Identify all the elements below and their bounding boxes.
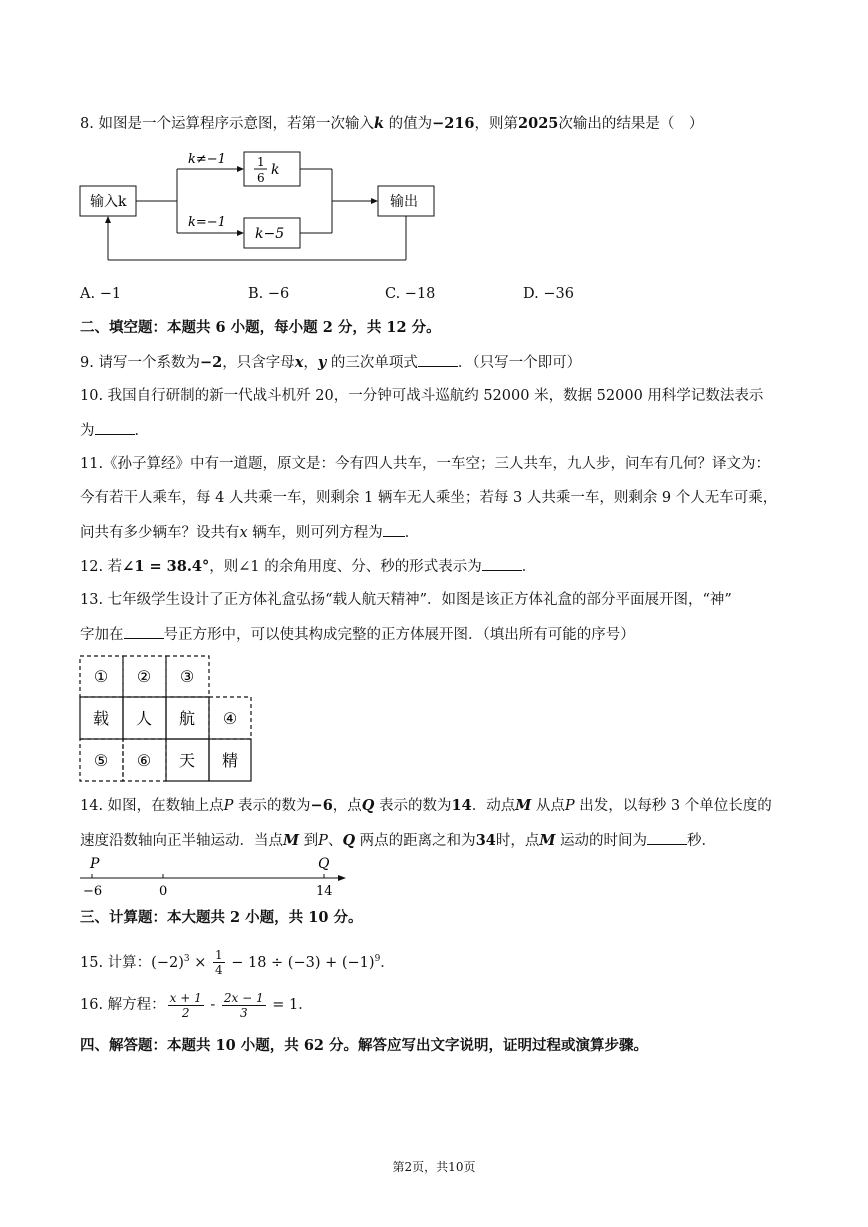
frac-2x-minus-1: $\frac{2x - 1}{3}$ xyxy=(223,990,264,1020)
q12-blank[interactable] xyxy=(482,556,522,571)
q16: 16. 解方程： $\frac{x + 1}{2}$ - $\frac{2x - 1}{3}$ = 1． xyxy=(80,990,313,1020)
q10-blank[interactable] xyxy=(95,420,135,435)
cond-minus-one: k=−1 xyxy=(188,215,226,230)
q14-line2: 速度沿数轴向正半轴运动．当点M 到P、Q 两点的距离之和为34时，点M 运动的时间为 秒． xyxy=(80,832,717,849)
label-p: P xyxy=(90,856,100,872)
q10-line2: 为 ． xyxy=(80,420,149,441)
output-label: 输出 xyxy=(390,194,418,210)
q14-line1: 14. 如图，在数轴上点P 表示的数为−6，点Q 表示的数为14．动点M 从点P 出发，以每秒 3 个单位长度的 xyxy=(80,797,772,814)
q10-line1: 10. 我国自行研制的新一代战斗机歼 20，一分钟可战斗巡航约 52000 米，数据 52000 用科学记数法表示 xyxy=(80,388,764,404)
tick-label-0: 0 xyxy=(159,884,168,899)
tick-label-14: 14 xyxy=(316,884,333,899)
tick-label-minus-6: −6 xyxy=(83,884,103,899)
arrow-head xyxy=(237,166,244,172)
arrow-head xyxy=(105,216,111,223)
number-line-diagram xyxy=(78,854,350,900)
cond-not-minus-one: k≠−1 xyxy=(188,152,226,167)
cell-zai: 载 xyxy=(92,709,110,728)
cell-ren: 人 xyxy=(135,709,153,728)
cell-3: ③ xyxy=(179,667,195,686)
cell-hang: 航 xyxy=(178,709,196,728)
cube-net-diagram xyxy=(78,654,254,784)
q11-line1: 11.《孙子算经》中有一道题，原文是：今有四人共车，一车空；三人共车，九人步，问车有几何？译文为： xyxy=(80,456,771,472)
q14-blank[interactable] xyxy=(647,830,687,845)
cell-jing: 精 xyxy=(221,751,239,770)
k-minus-5-label: k−5 xyxy=(255,226,285,242)
q9-blank[interactable] xyxy=(418,352,458,367)
label-q: Q xyxy=(318,856,330,872)
cell-1: ① xyxy=(93,667,109,686)
frac-den: 6 xyxy=(257,171,265,185)
section-calc-heading: 三、计算题：本大题共 2 小题，共 10 分。 xyxy=(80,909,363,926)
frac-x-plus-1: $\frac{x + 1}{2}$ xyxy=(169,990,202,1020)
arrow-head xyxy=(237,230,244,236)
cell-6: ⑥ xyxy=(136,751,152,770)
option-c[interactable]: C. −18 xyxy=(385,286,436,302)
axis-arrow xyxy=(338,875,346,881)
frac-var: k xyxy=(271,162,280,178)
input-label: 输入k xyxy=(90,194,127,210)
q8-stem: 8. 如图是一个运算程序示意图，若第一次输入k 的值为−216，则第2025次输出的结果是（ ） xyxy=(80,115,704,132)
option-a[interactable]: A. −1 xyxy=(80,286,122,302)
q11-line2: 今有若干人乘车，每 4 人共乘一车，则剩余 1 辆车无人乘坐；若每 3 人共乘一车，则剩余 9 个人无车可乘， xyxy=(80,490,778,506)
option-d[interactable]: D. −36 xyxy=(523,286,574,302)
q13-line2: 字加在 号正方形中，可以使其构成完整的正方体展开图．（填出所有可能的序号） xyxy=(80,624,635,645)
q13-line1: 13. 七年级学生设计了正方体礼盒弘扬“载人航天精神”．如图是该正方体礼盒的部分平面展开图，“神” xyxy=(80,592,732,608)
arrow-head xyxy=(371,198,378,204)
q9: 9. 请写一个系数为−2，只含字母x，y 的三次单项式 ．（只写一个即可） xyxy=(80,354,582,371)
q12: 12. 若∠1 = 38.4°，则∠1 的余角用度、分、秒的形式表示为 ． xyxy=(80,558,537,575)
flowchart-diagram xyxy=(78,142,438,267)
frac-num: 1 xyxy=(257,155,265,169)
q11-blank[interactable] xyxy=(383,522,405,537)
cell-2: ② xyxy=(136,667,152,686)
cell-tian: 天 xyxy=(178,751,196,770)
page-footer: 第2页，共10页 xyxy=(392,1160,476,1174)
q15: 15. 计算：$(-2)^3$ × $\frac{1}{4}$ − $18 \div (-3) + (-1)^9$． xyxy=(80,948,395,978)
frac-one-quarter: $\frac{1}{4}$ xyxy=(214,948,223,978)
section-fill-blank-heading: 二、填空题：本题共 6 小题，每小题 2 分，共 12 分。 xyxy=(80,319,441,336)
cell-4: ④ xyxy=(222,709,238,728)
cell-5: ⑤ xyxy=(93,751,109,770)
option-b[interactable]: B. −6 xyxy=(248,286,290,302)
q13-blank[interactable] xyxy=(124,624,164,639)
q11-line3: 问共有多少辆车？设共有x 辆车，则可列方程为 ． xyxy=(80,522,419,543)
section-answer-heading: 四、解答题：本题共 10 小题，共 62 分。解答应写出文字说明，证明过程或演算步骤。 xyxy=(80,1037,649,1054)
